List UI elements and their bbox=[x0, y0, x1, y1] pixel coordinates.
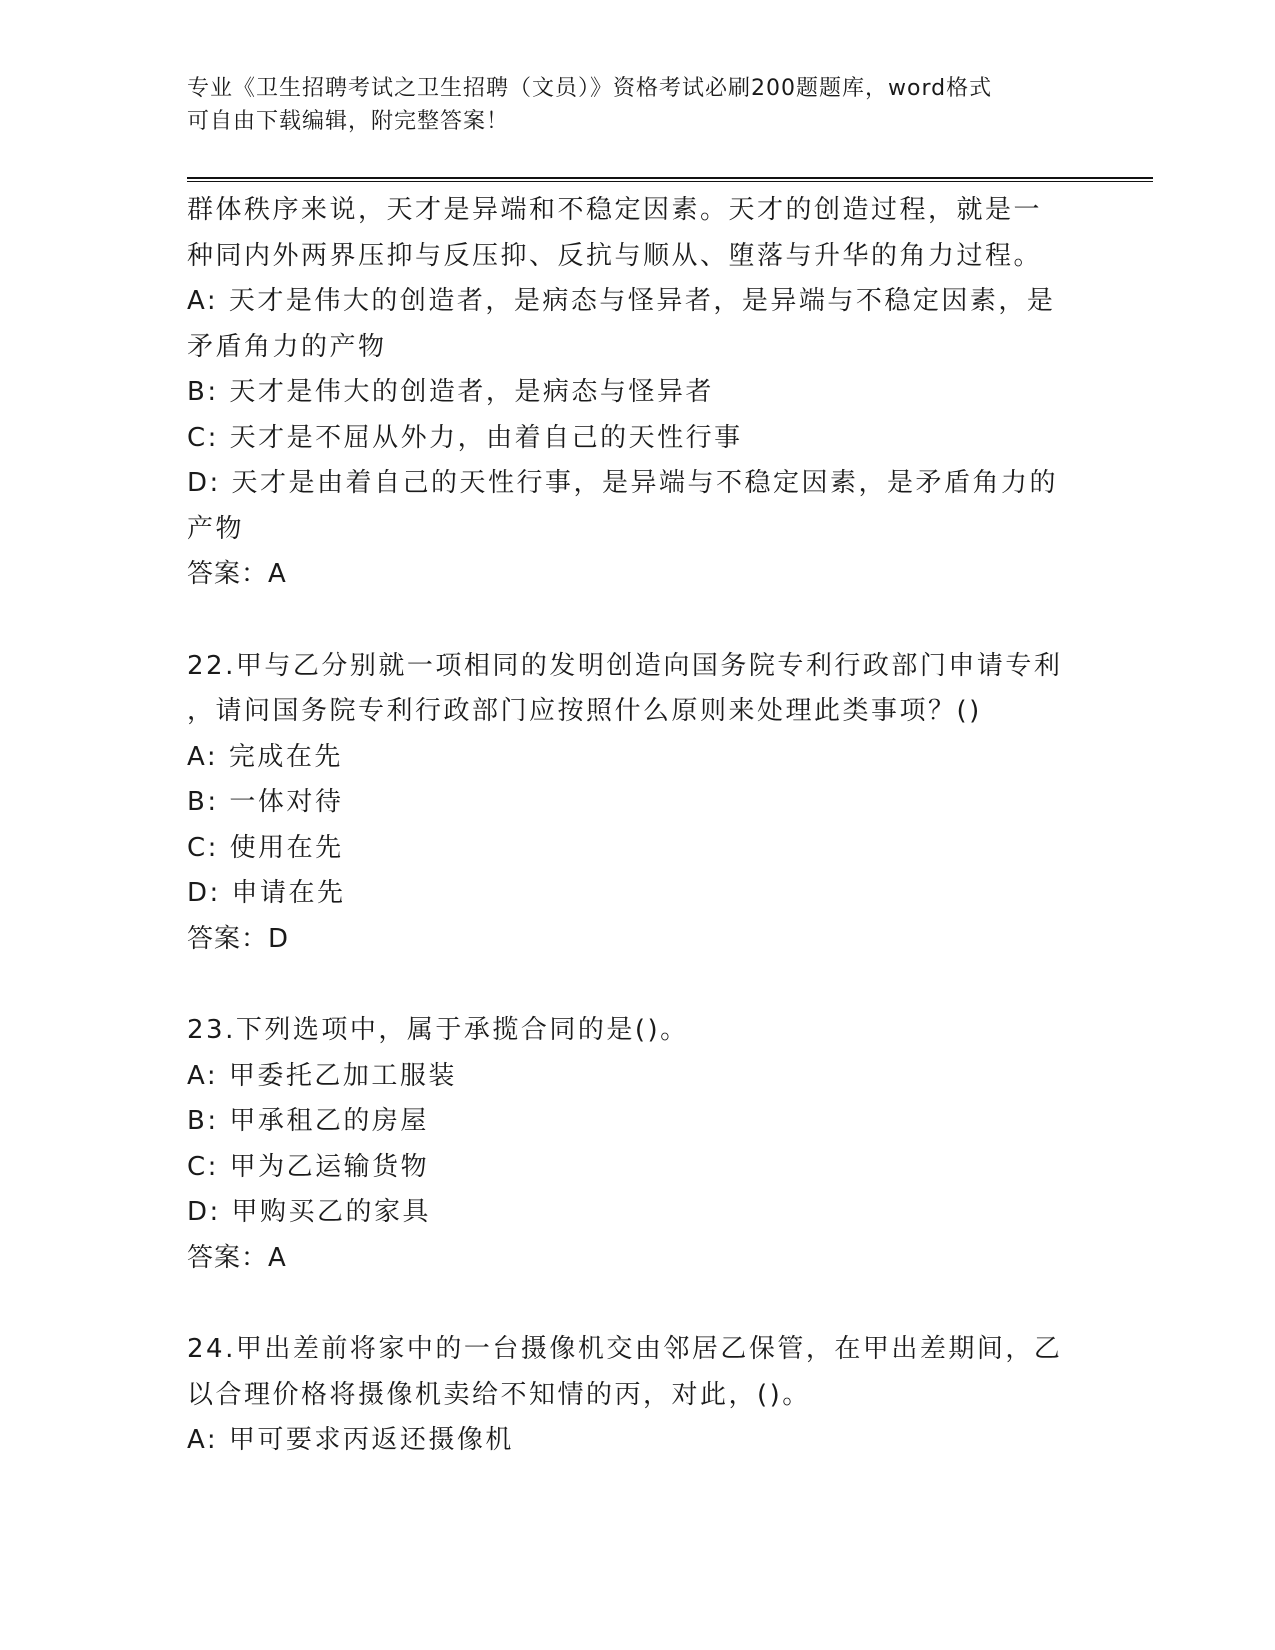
option-a: A: 天才是伟大的创造者，是病态与怪异者，是异端与不稳定因素，是 bbox=[187, 286, 1056, 316]
question-stem-line: 23.下列选项中，属于承揽合同的是()。 bbox=[187, 1015, 689, 1045]
question-stem-line: 种同内外两界压抑与反压抑、反抗与顺从、堕落与升华的角力过程。 bbox=[187, 240, 1043, 271]
option-d: D: 申请在先 bbox=[187, 878, 346, 908]
option-c: C: 使用在先 bbox=[187, 832, 344, 863]
option-a: A: 完成在先 bbox=[187, 741, 343, 772]
question-24 bbox=[187, 1327, 1067, 1464]
answer-line: 答案：D bbox=[187, 923, 290, 954]
option-b: B: 一体对待 bbox=[187, 787, 344, 817]
question-22 bbox=[187, 644, 1067, 963]
header-line-2: 可自由下载编辑，附完整答案！ bbox=[187, 109, 510, 134]
option-c: C: 天才是不屈从外力，由着自己的天性行事 bbox=[187, 422, 743, 453]
answer-line: 答案：A bbox=[187, 559, 287, 589]
option-d-continued: 产物 bbox=[187, 513, 245, 544]
option-c: C: 甲为乙运输货物 bbox=[187, 1151, 430, 1182]
question-stem-line: ，请问国务院专利行政部门应按照什么原则来处理此类事项？() bbox=[187, 696, 982, 726]
document-body bbox=[187, 188, 1067, 1464]
header-line-1: 专业《卫生招聘考试之卫生招聘（文员）》资格考试必刷200题题库，word格式 bbox=[187, 76, 993, 101]
question-stem-line: 22.甲与乙分别就一项相同的发明创造向国务院专利行政部门申请专利 bbox=[187, 650, 1063, 681]
question-21-continuation bbox=[187, 188, 1067, 598]
question-stem-line: 以合理价格将摄像机卖给不知情的丙，对此，()。 bbox=[187, 1379, 811, 1410]
header-divider bbox=[187, 177, 1153, 182]
answer-line: 答案：A bbox=[187, 1242, 287, 1273]
option-a-continued: 矛盾角力的产物 bbox=[187, 331, 387, 362]
option-b: B: 天才是伟大的创造者，是病态与怪异者 bbox=[187, 377, 714, 407]
option-a: A: 甲委托乙加工服装 bbox=[187, 1060, 457, 1091]
option-a: A: 甲可要求丙返还摄像机 bbox=[187, 1425, 514, 1455]
page-header bbox=[187, 72, 1067, 138]
option-d: D: 甲购买乙的家具 bbox=[187, 1197, 432, 1227]
question-stem-line: 群体秩序来说，天才是异端和不稳定因素。天才的创造过程，就是一 bbox=[187, 195, 1043, 225]
option-b: B: 甲承租乙的房屋 bbox=[187, 1106, 429, 1136]
question-stem-line: 24.甲出差前将家中的一台摄像机交由邻居乙保管，在甲出差期间，乙 bbox=[187, 1334, 1063, 1364]
question-23 bbox=[187, 1008, 1067, 1281]
option-d: D: 天才是由着自己的天性行事，是异端与不稳定因素，是矛盾角力的 bbox=[187, 468, 1059, 498]
